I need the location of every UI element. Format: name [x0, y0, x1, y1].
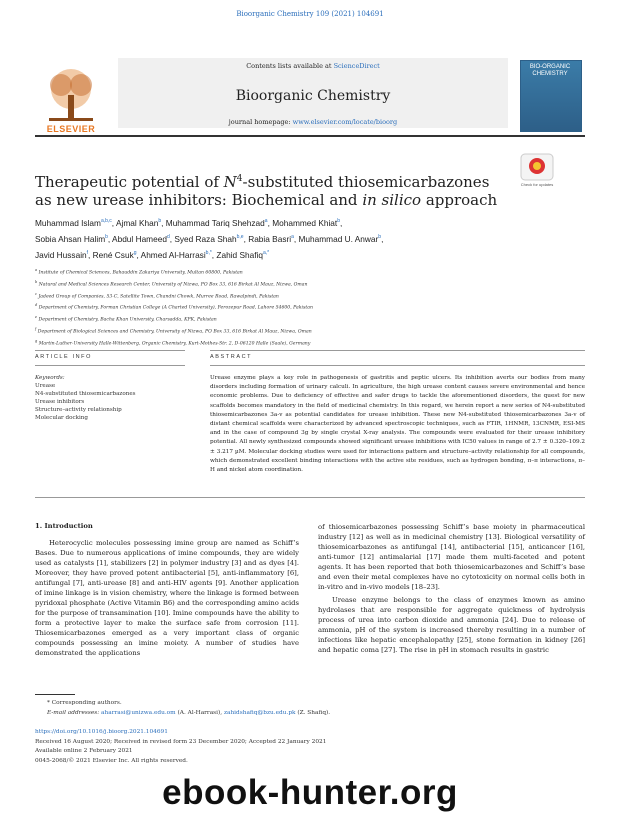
footnotes — [35, 699, 585, 718]
homepage-line — [118, 118, 508, 126]
author-name[interactable]: Ahmed Al-Harrasi — [140, 249, 206, 260]
check-for-updates-label[interactable]: Check for updates — [520, 182, 554, 187]
keyword-item[interactable]: Urease — [35, 383, 56, 389]
author-separator: , — [107, 233, 113, 244]
author-affiliation-sup[interactable]: a — [291, 233, 294, 240]
author-separator: , — [243, 233, 249, 244]
publication-info — [35, 728, 585, 766]
affiliation-key: e — [35, 315, 38, 320]
elsevier-wordmark: ELSEVIER — [46, 124, 96, 134]
author-affiliation-sup[interactable]: b — [337, 218, 341, 224]
author-name[interactable]: Javid Hussain — [35, 249, 87, 260]
elsevier-tree-logo-icon — [35, 60, 107, 130]
author-separator: , — [267, 217, 273, 228]
author-affiliation-sup[interactable]: a — [264, 218, 268, 224]
author-name[interactable]: Rabia Basri — [248, 233, 292, 244]
email-link-1[interactable]: aharrasi@unizwa.edu.om — [101, 709, 176, 716]
author-affiliation-sup[interactable]: d — [166, 233, 170, 240]
journal-name: Bioorganic Chemistry — [235, 88, 391, 104]
author-name[interactable]: Zahid Shafiq — [216, 249, 264, 260]
affiliation-item — [35, 278, 585, 290]
keyword-item[interactable]: Molecular docking — [35, 415, 88, 421]
author-separator: , — [211, 249, 217, 260]
email-label: E-mail addresses: — [47, 709, 102, 716]
author-affiliation-sup[interactable]: g — [133, 249, 137, 256]
author-separator: , — [293, 233, 299, 244]
author-affiliation-sup[interactable]: b,* — [205, 249, 212, 256]
affiliation-text: Jadeed Group of Companies, 53-C, Satellite Town, Chandni Chowk, Murree Road, Rawalpindi, Pakistan — [38, 294, 279, 300]
affiliation-text: Department of Chemistry, Forman Christian College (A Charted University), Ferozepur Road, Lahore 54600, Pakistan — [38, 306, 313, 312]
affiliation-item — [35, 266, 585, 278]
author-separator: , — [161, 217, 166, 228]
header-rule — [35, 135, 585, 137]
author-affiliation-sup[interactable]: b,e — [236, 233, 244, 240]
author-name[interactable]: Muhammad Islam — [35, 217, 101, 228]
author-affiliation-sup[interactable]: b — [378, 233, 382, 240]
keyword-item[interactable]: Structure–activity relationship — [35, 407, 122, 413]
affiliation-item — [35, 301, 585, 313]
homepage-link[interactable]: www.elsevier.com/locate/bioorg — [292, 118, 398, 126]
author-separator: , — [340, 217, 343, 228]
author-affiliation-sup[interactable]: b — [105, 233, 108, 240]
affiliation-text: Institute of Chemical Sciences, Bahauddin Zakariya University, Multan 60800, Pakistan — [38, 270, 243, 276]
affiliation-item — [35, 290, 585, 302]
affiliation-key: c — [35, 291, 37, 296]
author-affiliation-sup[interactable]: b — [158, 218, 162, 224]
author-name[interactable]: Muhammad Tariq Shehzad — [165, 217, 265, 228]
author-name[interactable]: Muhammad U. Anwar — [298, 233, 379, 244]
title-n4-sup: 4 — [236, 174, 243, 184]
author-name[interactable]: Mohammed Khiat — [272, 217, 338, 228]
keywords-label: Keywords: — [35, 375, 65, 381]
abstract-rule-2 — [210, 365, 585, 366]
author-affiliation-sup[interactable]: f — [86, 249, 89, 256]
footnote-rule — [35, 694, 75, 695]
author-separator: , — [169, 233, 175, 244]
contents-line — [118, 62, 508, 70]
email-name-1: (A. Al-Harrasi), — [175, 709, 224, 716]
corresponding-note: * Corresponding authors. — [47, 700, 122, 706]
affiliation-list — [35, 266, 585, 349]
article-info-heading: ARTICLE INFO — [35, 354, 92, 360]
title-part1: Therapeutic potential of — [35, 173, 224, 191]
intro-left-column — [35, 538, 299, 658]
keywords-list — [35, 382, 185, 422]
title-part3: approach — [421, 191, 498, 209]
article-info-rule — [35, 350, 185, 351]
intro-paragraph: Urease enzyme belongs to the class of enzymes known as amino hydrolases that are responsible for aggregate quickness of hydrolysis process of urea into carbon dioxide and ammonia [24]. Due to release of ammonia, pH of the system is increased thereby resulting in a number of infections like hepatic encephalopathy [25], stone formation in kidney [26] and hepatic coma [27]. The rise in pH in stomach results in gastric — [318, 596, 585, 654]
contents-prefix: Contents lists available at — [246, 62, 334, 70]
abstract-rule-bottom — [35, 497, 585, 498]
abstract-heading: ABSTRACT — [210, 354, 253, 360]
affiliation-item — [35, 325, 585, 337]
article-title — [35, 170, 505, 209]
available-online: Available online 2 February 2021 — [35, 748, 133, 754]
title-part2: -substituted thiosemicarbazones as new urease inhibitors: Biochemical and — [35, 173, 490, 209]
affiliation-text: Department of Chemistry, Bacha Khan University, Charsadda, KPK, Pakistan — [38, 317, 217, 323]
sciencedirect-link[interactable]: ScienceDirect — [333, 62, 380, 70]
doi-link[interactable]: https://doi.org/10.1016/j.bioorg.2021.104691 — [35, 729, 168, 735]
intro-right-column — [318, 522, 585, 655]
abstract-text: Urease enzyme plays a key role in pathogenesis of gastritis and peptic ulcers. Its inhibition averts our bodies from many disorders including formation of urinary calculi. In agriculture, the high urease content causes severe environmental and hence economic problems. Due to deficiency of effective and safer drugs to tackle the aforementioned disorders, the quest for new scaffolds becomes mandatory in the field of medicinal chemistry. In this regard, we herein report a new series of N4-substituted thiosemicarbazones 3a-v as potential candidates for urease inhibition. These new N4-substituted thiosemicarbazones 3a-v of distant chemical scaffolds were characterized by advanced spectroscopic techniques, such as FTIR, 1HNMR, 13CNMR, ESI-MS and in the case of compound 3g by single crystal X-ray analysis. The compounds were evaluated for their urease inhibitory potential. All newly synthesized compounds showed significant urease inhibitions with IC50 values in range of 2.7 ± 0.320–109.2 ± 3.217 µM. Molecular docking studies were used for interactions pattern and structure–activity relationship for all compounds, which demonstrated excellent binding interactions with the active site residues, such as hydrogen bonding, π–π interactions, π–H and nickel atom coordination. — [210, 375, 585, 474]
intro-paragraph: Heterocyclic molecules possessing imine group are named as Schiff’s Bases. Due to numerous applications of imine compounds, they are widely used as catalysts [1], stabilizers [2] in polymer industry [3] and as dyes [4]. Moreover, they have proved potent antibacterial [5], anti-inflammatory [6], antifungal [7], anti-urease [8] and anti-HIV agents [9]. Another application of imine linkage is in vision chemistry, where the linkage is formed between pyridoxal phosphate (Active Vitamin B6) and the corresponding amino acids for the purpose of transamination [10]. Imine compounds have the ability to form a protective layer to make the surface safe from corrosion [11]. Thiosemicarbazones emerged as a very important class of organic compounds possessing an imine moiety. A number of studies have demonstrated the applications — [35, 539, 299, 657]
watermark: ebook-hunter.org — [162, 773, 458, 812]
affiliation-text: Natural and Medical Sciences Research Center, University of Nizwa, PO Box 33, 616 Birkat Al Mauz, Nizwa, Oman — [38, 282, 308, 288]
author-affiliation-sup[interactable]: a,* — [263, 249, 270, 256]
keyword-item[interactable]: N4-substituted thiosemicarbazones — [35, 391, 136, 397]
author-separator: , — [136, 249, 141, 260]
article-info-rule-2 — [35, 365, 185, 366]
abstract-rule-top — [210, 350, 585, 351]
affiliation-key: f — [35, 327, 37, 332]
keyword-item[interactable]: Urease inhibitors — [35, 399, 85, 405]
affiliation-key: d — [35, 303, 38, 308]
affiliation-item — [35, 313, 585, 325]
affiliation-key: a — [35, 268, 38, 272]
affiliation-item — [35, 337, 585, 349]
received-dates: Received 16 August 2020; Received in revised form 23 December 2020; Accepted 22 January 2021 — [35, 738, 327, 745]
email-name-2: (Z. Shafiq). — [295, 709, 331, 716]
author-separator: , — [88, 249, 93, 260]
introduction-heading: 1. Introduction — [35, 522, 93, 530]
title-n4: N — [223, 173, 237, 191]
author-name[interactable]: Sobia Ahsan Halim — [35, 233, 106, 244]
author-separator: , — [111, 217, 116, 228]
homepage-prefix: journal homepage: — [228, 118, 293, 126]
affiliation-key: b — [35, 279, 38, 284]
affiliation-text: Department of Biological Sciences and Chemistry, University of Nizwa, PO Box 33, 616 Birkat Al Mauz, Nizwa, Oman — [37, 329, 312, 335]
author-name[interactable]: Abdul Hameed — [112, 233, 167, 244]
intro-paragraph: of thiosemicarbazones possessing Schiff’s base moiety in pharmaceutical industry [12] as well as in medicinal chemistry [13]. Biological versatility of thiosemicarbazones as antifungal [14], antibacterial [15], anticancer [16], anti-tumor [12] antimalarial [17] made them multi-faceted and potent agents. It has been reported that both thiosemicarbazones and Schiff’s base and even their metal complexes have no cytotoxicity on normal cells both in in-vitro and in-vivo models [18–23]. — [318, 523, 585, 591]
affiliation-text: Martin-Luther-University Halle-Wittenberg, Organic Chemistry, Kurt-Mothes-Str. 2, D-06120 Halle (Saale), Germany — [38, 341, 311, 347]
journal-reference[interactable]: Bioorganic Chemistry 109 (2021) 104691 — [236, 10, 384, 18]
copyright: 0045-2068/© 2021 Elsevier Inc. All rights reserved. — [35, 757, 188, 764]
title-insilico: in silico — [362, 191, 422, 209]
author-affiliation-sup[interactable]: a,b,c — [100, 218, 112, 224]
author-name[interactable]: Syed Raza Shah — [174, 233, 237, 244]
author-separator: , — [381, 233, 384, 244]
author-name[interactable]: René Csuk — [92, 249, 134, 260]
email-link-2[interactable]: zahidshafiq@bzu.edu.pk — [223, 709, 296, 716]
cover-title: BIO-ORGANIC CHEMISTRY — [529, 64, 571, 77]
author-list — [35, 214, 575, 261]
affiliation-key: g — [35, 338, 38, 343]
author-name[interactable]: Ajmal Khan — [115, 217, 159, 228]
keywords-block — [35, 374, 185, 422]
